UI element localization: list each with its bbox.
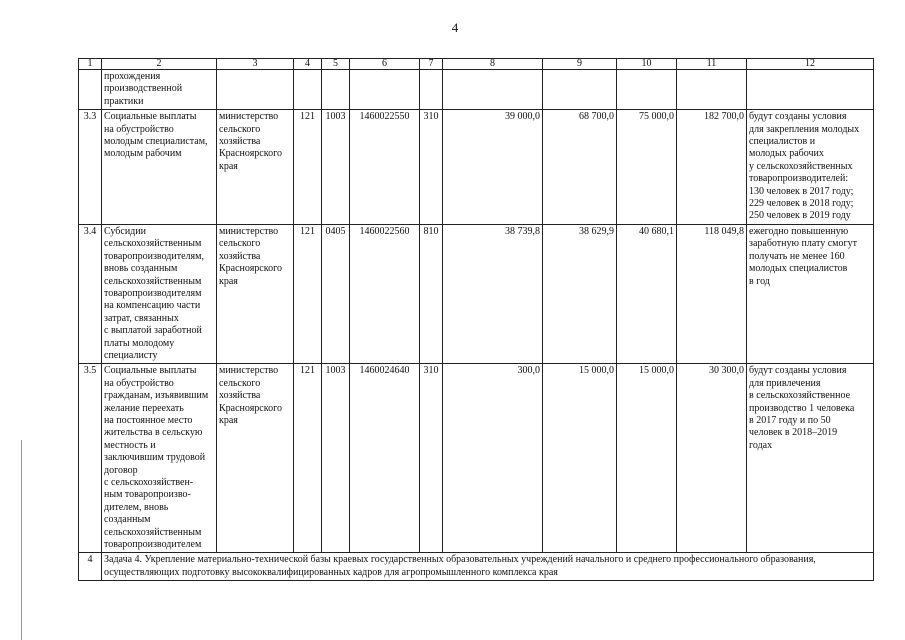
amount-2017: 38 739,8 bbox=[443, 224, 543, 363]
scan-edge-line bbox=[21, 440, 22, 640]
vr-code: 310 bbox=[420, 364, 443, 553]
expected-result: будут созданы условия для закрепления молодых специалистов и молодых рабочих у сельскохозяйственных товаропроизводителей: 130 человек в 2017 году; 229 человек в 2018 году; 250 человек в 2019 году bbox=[747, 110, 874, 225]
amount-total: 30 300,0 bbox=[677, 364, 747, 553]
measure-name: Социальные выплаты на обустройство молодым специалистам, молодым рабочим bbox=[102, 110, 217, 225]
measure-name: Субсидии сельскохозяйственным товаропроизводителям, вновь созданным сельскохозяйственным товаропроизводителям на компенсацию части затрат, связанных с выплатой заработной платы молодому специалисту bbox=[102, 224, 217, 363]
amount-2019: 15 000,0 bbox=[617, 364, 677, 553]
executor: министерство сельского хозяйства Красноярского края bbox=[217, 224, 294, 363]
col-header-2: 2 bbox=[102, 59, 217, 70]
expected-result: ежегодно повышенную заработную плату смогут получать не менее 160 молодых специалистов в год bbox=[747, 224, 874, 363]
amount-total: 118 049,8 bbox=[677, 224, 747, 363]
amount-2019: 75 000,0 bbox=[617, 110, 677, 225]
program-measures-table bbox=[78, 58, 874, 581]
continuation-row bbox=[79, 70, 874, 110]
amount-2018: 15 000,0 bbox=[543, 364, 617, 553]
col-header-12: 12 bbox=[747, 59, 874, 70]
col-header-8: 8 bbox=[443, 59, 543, 70]
amount-2017: 300,0 bbox=[443, 364, 543, 553]
executor: министерство сельского хозяйства Красноярского края bbox=[217, 110, 294, 225]
rzpr-code: 1003 bbox=[322, 110, 350, 225]
amount-2018: 38 629,9 bbox=[543, 224, 617, 363]
amount-total: 182 700,0 bbox=[677, 110, 747, 225]
amount-2017: 39 000,0 bbox=[443, 110, 543, 225]
table-row bbox=[79, 110, 874, 225]
csr-code: 1460022560 bbox=[350, 224, 420, 363]
col-header-10: 10 bbox=[617, 59, 677, 70]
grbs-code: 121 bbox=[294, 110, 322, 225]
col-header-4: 4 bbox=[294, 59, 322, 70]
continuation-text: прохождения производственной практики bbox=[102, 70, 217, 110]
col-header-11: 11 bbox=[677, 59, 747, 70]
task-number: 4 bbox=[79, 553, 102, 581]
table-row bbox=[79, 364, 874, 553]
row-number: 3.3 bbox=[79, 110, 102, 225]
grbs-code: 121 bbox=[294, 224, 322, 363]
measure-name: Социальные выплаты на обустройство гражданам, изъявившим желание переехать на постоянное место жительства в сельскую местность и заключившим трудовой договор с сельскохозяйствен- ным товаропроизво- дителем, вновь созданным сельскохозяйственным товаропроизводителем bbox=[102, 364, 217, 553]
col-header-9: 9 bbox=[543, 59, 617, 70]
row-number: 3.5 bbox=[79, 364, 102, 553]
csr-code: 1460022550 bbox=[350, 110, 420, 225]
amount-2018: 68 700,0 bbox=[543, 110, 617, 225]
task-row bbox=[79, 553, 874, 581]
table-row bbox=[79, 224, 874, 363]
expected-result: будут созданы условия для привлечения в сельскохозяйственное производство 1 человека в 2017 году и по 50 человек в 2018–2019 годах bbox=[747, 364, 874, 553]
task-text: Задача 4. Укрепление материально-технической базы краевых государственных образовательных учреждений начального и среднего профессионального образования, осуществляющих подготовку высококвалифицированных кадров для агропромышленного комплекса края bbox=[102, 553, 874, 581]
grbs-code: 121 bbox=[294, 364, 322, 553]
col-header-7: 7 bbox=[420, 59, 443, 70]
csr-code: 1460024640 bbox=[350, 364, 420, 553]
rzpr-code: 1003 bbox=[322, 364, 350, 553]
col-header-3: 3 bbox=[217, 59, 294, 70]
col-header-5: 5 bbox=[322, 59, 350, 70]
row-number: 3.4 bbox=[79, 224, 102, 363]
column-number-row bbox=[79, 59, 874, 70]
vr-code: 310 bbox=[420, 110, 443, 225]
col-header-1: 1 bbox=[79, 59, 102, 70]
col-header-6: 6 bbox=[350, 59, 420, 70]
executor: министерство сельского хозяйства Красноярского края bbox=[217, 364, 294, 553]
rzpr-code: 0405 bbox=[322, 224, 350, 363]
amount-2019: 40 680,1 bbox=[617, 224, 677, 363]
page-number: 4 bbox=[451, 20, 459, 35]
vr-code: 810 bbox=[420, 224, 443, 363]
